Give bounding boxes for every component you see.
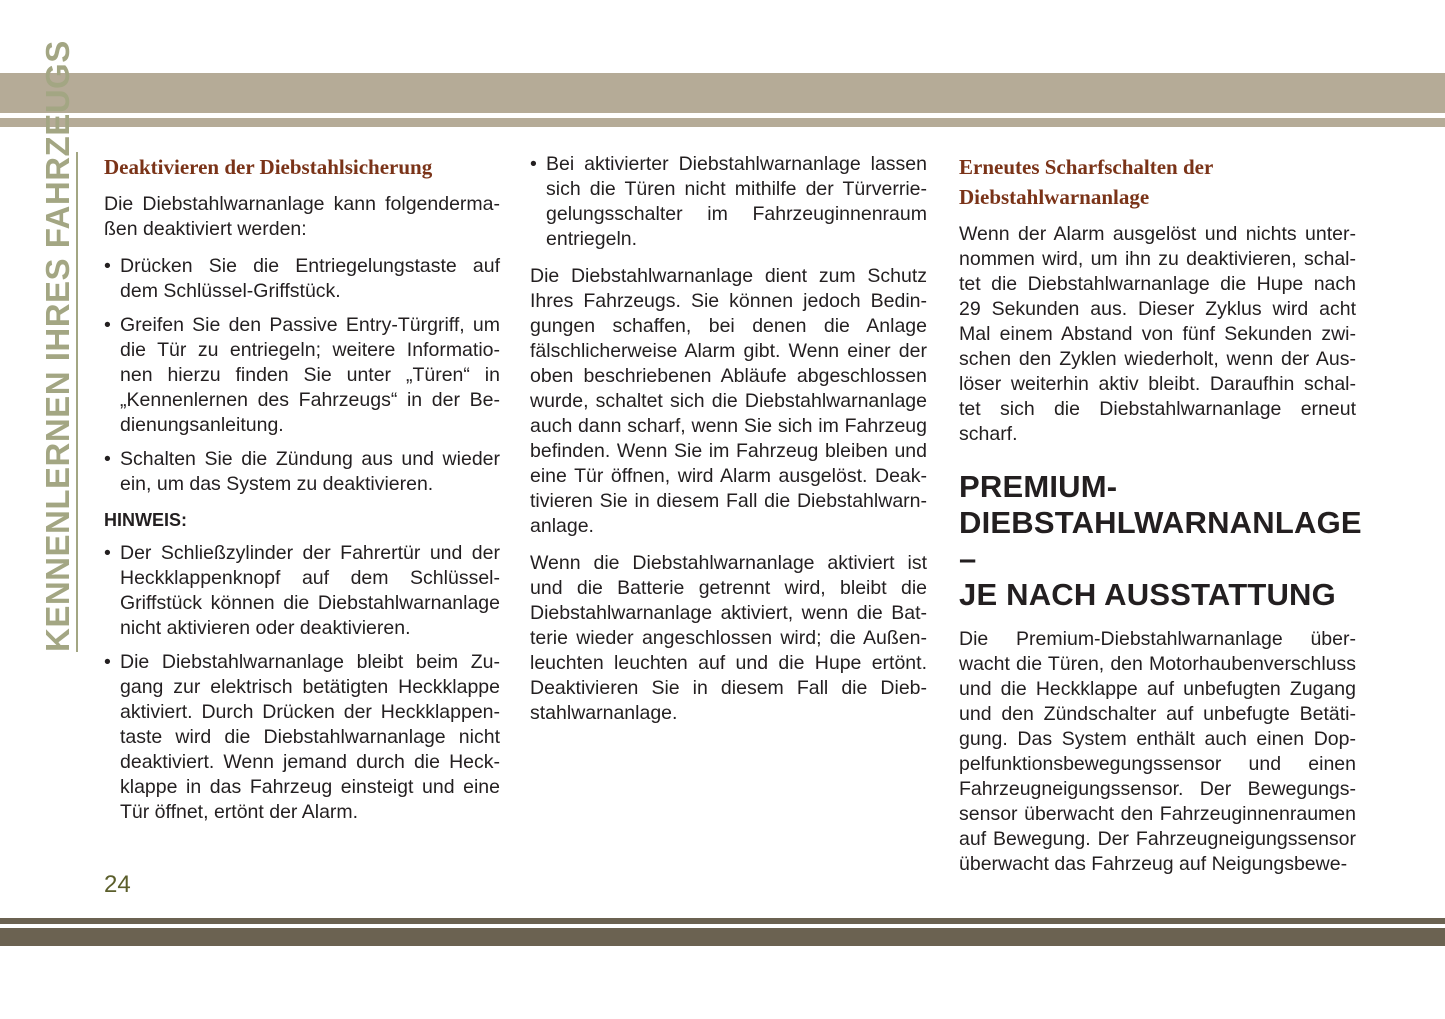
list-item: • Die Diebstahlwarnanlage bleibt beim Zu-gang zur elektrisch betätigten Heckklappe aktiviert. Durch Drücken der Heckklappen-taste wird die Diebstahlwarnanlage nicht deaktiviert. Wenn jemand durch die Heck-klappe in das Fahrzeug einsteigt und eine Tür öffnet, ertönt der Alarm. [104,650,500,825]
page-number: 24 [104,871,131,898]
door-lock-note-list [530,152,927,252]
list-item: • Schalten Sie die Zündung aus und wieder ein, um das System zu deaktivieren. [104,447,500,497]
section-title-line: PREMIUM- [959,469,1118,504]
section-title-line: JE NACH AUSSTATTUNG [959,577,1336,612]
list-item: • Bei aktivierter Diebstahlwarnanlage lassen sich die Türen nicht mithilfe der Türverrie-gelungsschalter im Fahrzeuginnenraum entriegeln. [530,152,927,252]
header-rule [0,118,1445,127]
deactivate-steps-list [104,254,500,497]
body-paragraph: Die Diebstahlwarnanlage dient zum Schutz Ihres Fahrzeugs. Sie können jedoch Bedin-gungen schaffen, bei denen die Anlage fälschlicherweise Alarm gibt. Wenn einer der oben beschriebenen Abläufe abgeschlossen wurde, schaltet sich die Diebstahlwarnanlage auch dann scharf, wenn Sie sich im Fahrzeug befinden. Wenn Sie im Fahrzeug bleiben und eine Tür öffnen, wird Alarm ausgelöst. Deak-tivieren Sie in diesem Fall die Diebstahlwarn-anlage. [530,265,927,537]
chapter-side-rule [76,152,78,652]
body-paragraph: Wenn die Diebstahlwarnanlage aktiviert ist und die Batterie getrennt wird, bleibt die Diebstahlwarnanlage aktiviert, wenn die Bat-terie wieder angeschlossen wird; die Außen-leuchten leuchten auf und die Hupe ertönt. Deaktivieren Sie in diesem Fall die Dieb-stahlwarnanlage. [530,552,927,724]
column-right [959,152,1362,889]
list-item: • Drücken Sie die Entriegelungstaste auf dem Schlüssel-Griffstück. [104,254,500,304]
section-title-premium [959,469,1362,613]
section-title-line: DIEBSTAHLWARNANLAGE – [959,505,1362,576]
intro-paragraph: Die Diebstahlwarnanlage kann folgenderma-ßen deaktiviert werden: [104,193,500,240]
note-label: HINWEIS: [104,510,187,530]
column-left [104,152,500,837]
body-paragraph: Wenn der Alarm ausgelöst und nichts unter-nommen wird, um ihn zu deaktivieren, schal-tet die Diebstahlwarnanlage die Hupe nach 29 Sekunden aus. Dieser Zyklus wird acht Mal einem Abstand von fünf Sekunden zwi-schen den Zyklen wiederholt, wenn der Aus-löser weiterhin aktiv bleibt. Daraufhin schal-tet sich die Diebstahlwarnanlage erneut scharf. [959,223,1356,445]
body-paragraph: Die Premium-Diebstahlwarnanlage über-wacht die Türen, den Motorhaubenverschluss und die Heckklappe auf unbefugten Zugang und den Zündschalter auf unbefugte Betäti-gung. Das System enthält auch einen Dop-pelfunktionsbewegungssensor und einen Fahrzeugneigungssensor. Der Bewegungs-sensor überwacht den Fahrzeuginnenraumen auf Bewegung. Der Fahrzeugneigungssensor überwacht das Fahrzeug auf Neigungsbewe- [959,628,1356,875]
footer-rule [0,918,1445,924]
chapter-side-title: KENNENLERNEN IHRES FAHRZEUGS [39,40,76,652]
column-middle [530,152,927,738]
list-item: • Der Schließzylinder der Fahrertür und der Heckklappenknopf auf dem Schlüssel-Griffstück können die Diebstahlwarnanlage nicht aktivieren oder deaktivieren. [104,541,500,641]
section-heading-rearm: Erneutes Scharfschalten der Diebstahlwarnanlage [959,155,1213,209]
footer-band [0,928,1445,946]
header-band [0,73,1445,113]
note-list [104,541,500,825]
list-item: • Greifen Sie den Passive Entry-Türgriff, um die Tür zu entriegeln; weitere Informatio-nen hierzu finden Sie unter „Türen“ in „Kennenlernen des Fahrzeugs“ in der Be-dienungsanleitung. [104,313,500,438]
section-heading-deactivate: Deaktivieren der Diebstahlsicherung [104,155,433,179]
